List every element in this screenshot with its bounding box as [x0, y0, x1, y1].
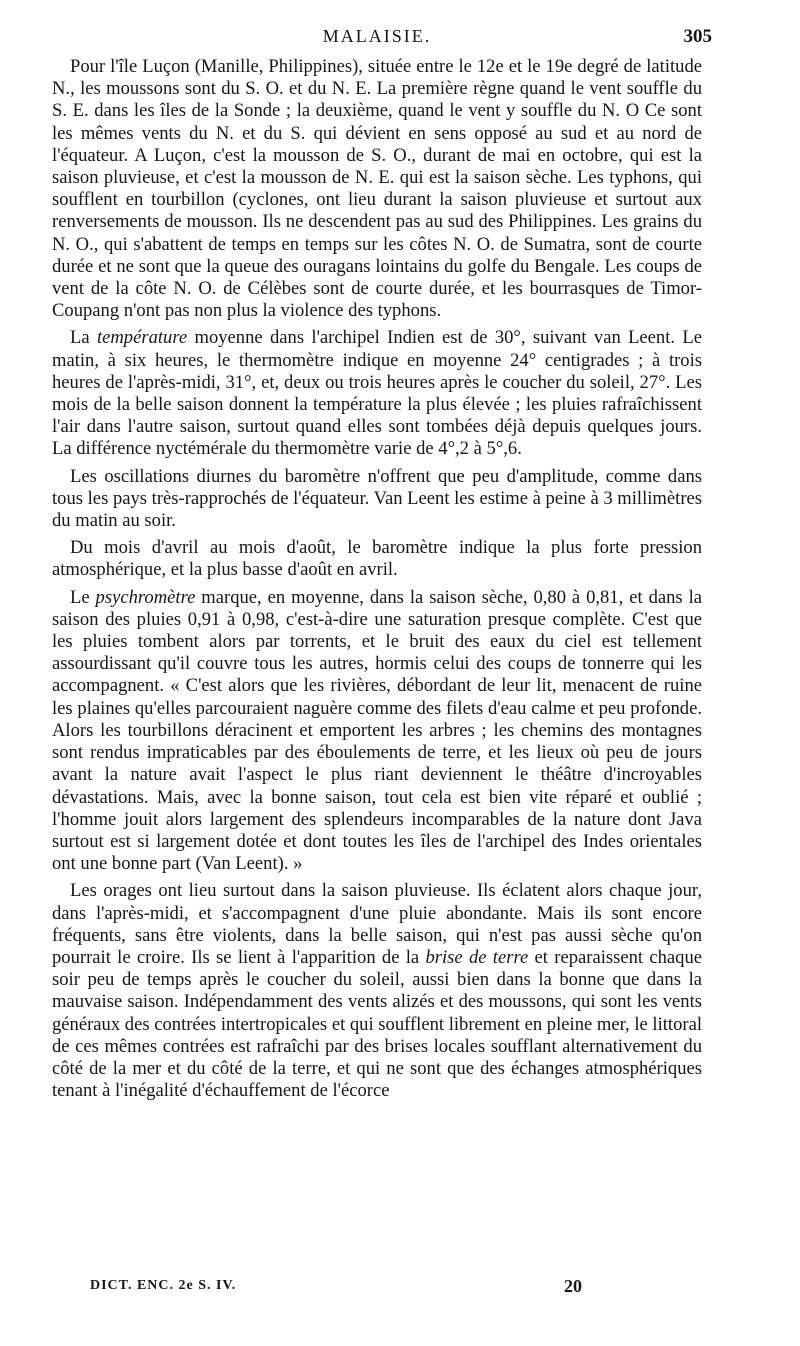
paragraph-temperature-start: La — [70, 327, 97, 349]
paragraph-psychrometre — [52, 587, 702, 876]
paragraph-orages-rest: et reparaissent chaque soir peu de temps après le coucher du soleil, aussi bien dans la bonne que dans la mauvaise saison. Indépendamment des vents alizés et des moussons, qui sont les vents généraux des contrées intertropicales et qui soufflent librement en pleine mer, le littoral de ces mêmes contrées est rafraîchi par des brises locales soufflant alternativement du côté de la mer et du côté de la terre, et qui ne sont que des échanges atmosphériques tenant à l'inégalité d'échauffement de l'écorce — [52, 946, 702, 1102]
footer-signature: DICT. ENC. 2e S. IV. — [90, 1278, 237, 1293]
paragraph-psychrometre-rest: marque, en moyenne, dans la saison sèche, 0,80 à 0,81, et dans la saison des pluies 0,91 à 0,98, c'est-à-dire une saturation presque complète. C'est que les pluies tombent alors par torrents, et le bruit des eaux du ciel est tellement assourdissant qu'il couvre tous les autres, hormis celui des coups de tonnerre qui les accompagnent. « C'est alors que les rivières, débordant de leur lit, menacent de ruine les plaines qu'elles parcouraient naguère comme des filets d'eau calme et peu profonde. Alors les tourbillons déracinent et emportent les arbres ; les chemins des montagnes sont rendus impraticables par des éboulements de terre, et les lieux où peu de jours avant la nature avait l'aspect le plus riant deviennent le théâtre d'incroyables dévastations. Mais, avec la bonne saison, tout cela est bien vite réparé et oublié ; l'homme jouit alors largement des splendeurs incomparables de la nature dont Java surtout est si largement dotée et dont toutes les îles de l'archipel des Indes orientales ont une bonne part (Van Leent). » — [52, 586, 702, 875]
page-footer — [52, 1278, 702, 1304]
paragraph-temperature-rest: moyenne dans l'archipel Indien est de 30°, suivant van Leent. Le matin, à six heures, le thermomètre indique en moyenne 24° centigrades ; à trois heures de l'après-midi, 31°, et, deux ou trois heures après le coucher du soleil, 27°. Les mois de la belle saison donnent la température la plus élevée ; les pluies rafraîchissent l'air dans l'autre saison, surtout quand elles sont tombées déjà depuis quelques jours. La différence nyctémérale du thermomètre varie de 4°,2 à 5°,6. — [52, 327, 702, 460]
running-title: MALAISIE. — [322, 26, 432, 46]
paragraph-temperature — [52, 327, 702, 460]
sheet-number: 20 — [564, 1276, 582, 1296]
running-head — [52, 26, 712, 54]
body-text — [52, 56, 702, 1107]
paragraph-orages — [52, 880, 702, 1102]
paragraph-barometre: Les oscillations diurnes du baromètre n'offrent que peu d'amplitude, comme dans tous les pays très-rapprochés de l'équateur. Van Leent les estime à peine à 3 millimètres du matin au soir. — [52, 465, 702, 532]
paragraph-pression: Du mois d'avril au mois d'août, le baromètre indique la plus forte pression atmosphérique, et la plus basse d'août en avril. — [52, 537, 702, 581]
paragraph-moussons-lucon: Pour l'île Luçon (Manille, Philippines), située entre le 12e et le 19e degré de latitude N., les moussons sont du S. O. et du N. E. La première règne quand le vent souffle du S. E. dans les îles de la Sonde ; la deuxième, quand le vent y souffle du N. O Ce sont les mêmes vents du N. et du S. qui dévient en sens opposé au sud et au nord de l'équateur. A Luçon, c'est la mousson de S. O., durant de mai en octobre, qui est la saison pluvieuse, et c'est la mousson de N. E. qui est la saison sèche. Les typhons, qui soufflent en tourbillon (cyclones, ont lieu durant la saison pluvieuse et surtout aux renversements de mousson. Ils ne descendent pas au sud des Philippines. Les grains du N. O., qui s'abattent de temps en temps sur les côtes N. O. de Sumatra, sont de courte durée et ne sont que la queue des ouragans lointains du golfe du Bengale. Les coups de vent de la côte N. O. de Célèbes sont de courte durée, et les bourrasques de Timor-Coupang n'ont pas non plus la violence des typhons. — [52, 56, 702, 322]
paragraph-orages-start: Les orages ont lieu surtout dans la saison pluvieuse. Ils éclatent alors chaque jour, dans l'après-midi, et s'accompagnent d'une pluie abondante. Mais ils sont encore fréquents, sans être violents, dans la belle saison, qui n'est pas aussi sèche qu'on pourrait le croire. Ils se lient à l'apparition de la — [52, 880, 702, 968]
term-psychrometre: psychromètre — [95, 586, 196, 608]
page-number: 305 — [683, 26, 712, 47]
term-brise-de-terre: brise de terre — [425, 946, 529, 968]
term-temperature: température — [96, 327, 188, 349]
paragraph-psychrometre-start: Le — [70, 586, 96, 608]
